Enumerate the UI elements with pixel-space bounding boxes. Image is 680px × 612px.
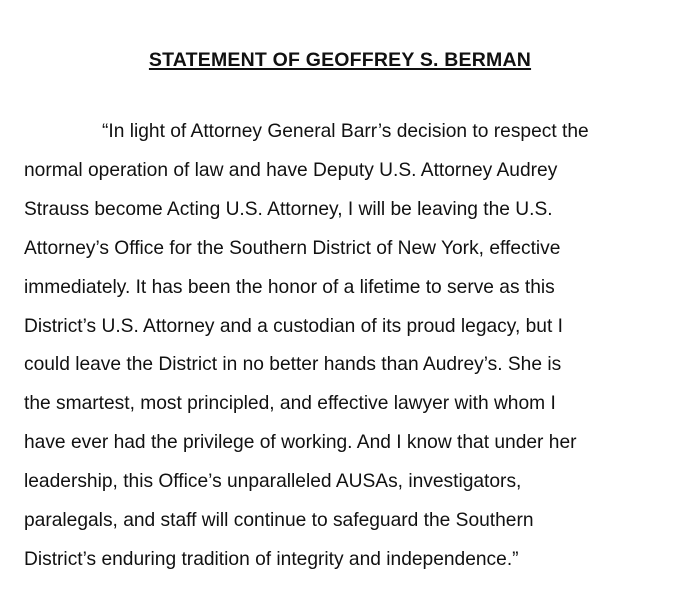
statement-line-11: paralegals, and staff will continue to safeguard the Southern — [24, 510, 534, 532]
statement-line-1: “In light of Attorney General Barr’s decision to respect the — [102, 121, 589, 142]
statement-line-9: have ever had the privilege of working. And I know that under her — [24, 432, 577, 454]
statement-line-3: Strauss become Acting U.S. Attorney, I will be leaving the U.S. — [24, 198, 553, 220]
statement-line-12: District’s enduring tradition of integrity and independence.” — [24, 548, 519, 570]
statement-line-7: could leave the District in no better hands than Audrey’s. She is — [24, 354, 562, 376]
statement-line-4: Attorney’s Office for the Southern District of New York, effective — [24, 237, 561, 259]
statement-line-8: the smartest, most principled, and effective lawyer with whom I — [24, 393, 556, 415]
statement-line-2: normal operation of law and have Deputy U.S. Attorney Audrey — [24, 159, 558, 181]
statement-line-10: leadership, this Office’s unparalleled AUSAs, investigators, — [24, 471, 522, 493]
document-title-text: STATEMENT OF GEOFFREY S. BERMAN — [148, 49, 532, 71]
statement-body — [24, 113, 664, 580]
statement-line-5: immediately. It has been the honor of a lifetime to serve as this — [24, 276, 555, 298]
document-title — [0, 48, 680, 72]
statement-line-6: District’s U.S. Attorney and a custodian of its proud legacy, but I — [24, 315, 563, 337]
